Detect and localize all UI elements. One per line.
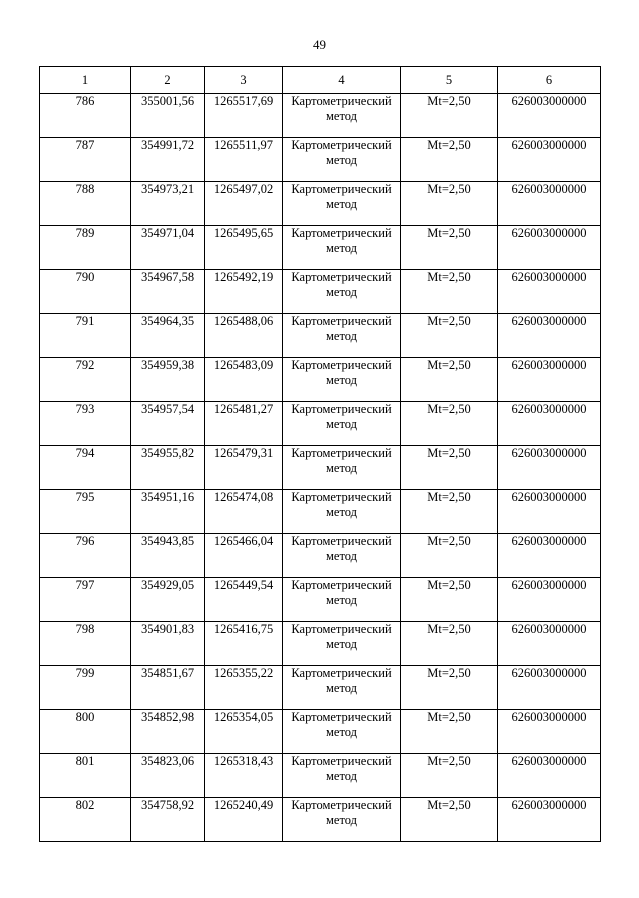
y-coordinate-cell: 1265354,05 — [205, 710, 283, 754]
point-number-cell: 788 — [40, 182, 131, 226]
method-cell — [283, 358, 401, 402]
method-label-line2: метод — [325, 373, 357, 387]
method-label-line2: метод — [325, 241, 357, 255]
method-label-line1: Картометрический — [291, 534, 392, 548]
method-label-line2: метод — [325, 329, 357, 343]
y-coordinate-cell: 1265240,49 — [205, 798, 283, 842]
method-label-line1: Картометрический — [291, 666, 392, 680]
table-row — [40, 446, 601, 490]
point-number-cell: 791 — [40, 314, 131, 358]
x-coordinate-cell: 354851,67 — [131, 666, 205, 710]
x-coordinate-cell: 354991,72 — [131, 138, 205, 182]
accuracy-cell: Mt=2,50 — [401, 358, 498, 402]
point-number-cell: 787 — [40, 138, 131, 182]
point-number-cell: 790 — [40, 270, 131, 314]
method-cell — [283, 314, 401, 358]
method-cell — [283, 666, 401, 710]
coordinates-table — [39, 66, 601, 842]
column-header: 4 — [283, 67, 401, 94]
method-label-line2: метод — [325, 285, 357, 299]
accuracy-cell: Mt=2,50 — [401, 270, 498, 314]
accuracy-cell: Mt=2,50 — [401, 226, 498, 270]
accuracy-cell: Mt=2,50 — [401, 710, 498, 754]
method-cell — [283, 446, 401, 490]
code-cell: 626003000000 — [498, 182, 601, 226]
y-coordinate-cell: 1265479,31 — [205, 446, 283, 490]
method-label-line2: метод — [325, 769, 357, 783]
method-label-line2: метод — [325, 505, 357, 519]
accuracy-cell: Mt=2,50 — [401, 446, 498, 490]
point-number-cell: 794 — [40, 446, 131, 490]
code-cell: 626003000000 — [498, 622, 601, 666]
code-cell: 626003000000 — [498, 578, 601, 622]
code-cell: 626003000000 — [498, 534, 601, 578]
accuracy-cell: Mt=2,50 — [401, 314, 498, 358]
code-cell: 626003000000 — [498, 358, 601, 402]
method-label-line2: метод — [325, 681, 357, 695]
table-row — [40, 534, 601, 578]
code-cell: 626003000000 — [498, 138, 601, 182]
code-cell: 626003000000 — [498, 754, 601, 798]
point-number-cell: 795 — [40, 490, 131, 534]
table-row — [40, 666, 601, 710]
method-label-line2: метод — [325, 153, 357, 167]
accuracy-cell: Mt=2,50 — [401, 94, 498, 138]
y-coordinate-cell: 1265492,19 — [205, 270, 283, 314]
column-header: 5 — [401, 67, 498, 94]
code-cell: 626003000000 — [498, 314, 601, 358]
table-row — [40, 226, 601, 270]
x-coordinate-cell: 354852,98 — [131, 710, 205, 754]
x-coordinate-cell: 354955,82 — [131, 446, 205, 490]
table-row — [40, 94, 601, 138]
accuracy-cell: Mt=2,50 — [401, 754, 498, 798]
method-cell — [283, 270, 401, 314]
accuracy-cell: Mt=2,50 — [401, 402, 498, 446]
point-number-cell: 801 — [40, 754, 131, 798]
method-label-line1: Картометрический — [291, 578, 392, 592]
column-header: 3 — [205, 67, 283, 94]
method-label-line2: метод — [325, 109, 357, 123]
method-label-line1: Картометрический — [291, 138, 392, 152]
x-coordinate-cell: 354943,85 — [131, 534, 205, 578]
y-coordinate-cell: 1265481,27 — [205, 402, 283, 446]
x-coordinate-cell: 354823,06 — [131, 754, 205, 798]
y-coordinate-cell: 1265318,43 — [205, 754, 283, 798]
column-header: 1 — [40, 67, 131, 94]
method-cell — [283, 226, 401, 270]
x-coordinate-cell: 354929,05 — [131, 578, 205, 622]
x-coordinate-cell: 354951,16 — [131, 490, 205, 534]
y-coordinate-cell: 1265466,04 — [205, 534, 283, 578]
method-cell — [283, 94, 401, 138]
table-row — [40, 270, 601, 314]
x-coordinate-cell: 354973,21 — [131, 182, 205, 226]
point-number-cell: 800 — [40, 710, 131, 754]
method-label-line1: Картометрический — [291, 94, 392, 108]
method-cell — [283, 490, 401, 534]
method-cell — [283, 622, 401, 666]
method-label-line1: Картометрический — [291, 270, 392, 284]
code-cell: 626003000000 — [498, 446, 601, 490]
y-coordinate-cell: 1265355,22 — [205, 666, 283, 710]
accuracy-cell: Mt=2,50 — [401, 666, 498, 710]
method-cell — [283, 754, 401, 798]
column-header: 6 — [498, 67, 601, 94]
table-row — [40, 402, 601, 446]
column-header: 2 — [131, 67, 205, 94]
method-cell — [283, 798, 401, 842]
table-row — [40, 622, 601, 666]
point-number-cell: 792 — [40, 358, 131, 402]
method-label-line1: Картометрический — [291, 402, 392, 416]
x-coordinate-cell: 354959,38 — [131, 358, 205, 402]
table-row — [40, 754, 601, 798]
point-number-cell: 799 — [40, 666, 131, 710]
accuracy-cell: Mt=2,50 — [401, 490, 498, 534]
point-number-cell: 789 — [40, 226, 131, 270]
method-cell — [283, 402, 401, 446]
y-coordinate-cell: 1265449,54 — [205, 578, 283, 622]
method-label-line2: метод — [325, 637, 357, 651]
method-label-line1: Картометрический — [291, 754, 392, 768]
method-cell — [283, 534, 401, 578]
code-cell: 626003000000 — [498, 402, 601, 446]
y-coordinate-cell: 1265517,69 — [205, 94, 283, 138]
y-coordinate-cell: 1265474,08 — [205, 490, 283, 534]
y-coordinate-cell: 1265511,97 — [205, 138, 283, 182]
method-label-line1: Картометрический — [291, 226, 392, 240]
table-row — [40, 490, 601, 534]
table-row — [40, 358, 601, 402]
x-coordinate-cell: 354967,58 — [131, 270, 205, 314]
table-body — [40, 94, 601, 842]
point-number-cell: 796 — [40, 534, 131, 578]
point-number-cell: 786 — [40, 94, 131, 138]
method-cell — [283, 710, 401, 754]
y-coordinate-cell: 1265495,65 — [205, 226, 283, 270]
code-cell: 626003000000 — [498, 710, 601, 754]
code-cell: 626003000000 — [498, 226, 601, 270]
method-label-line2: метод — [325, 813, 357, 827]
method-label-line2: метод — [325, 549, 357, 563]
y-coordinate-cell: 1265488,06 — [205, 314, 283, 358]
x-coordinate-cell: 354758,92 — [131, 798, 205, 842]
method-cell — [283, 578, 401, 622]
table-row — [40, 182, 601, 226]
method-label-line2: метод — [325, 197, 357, 211]
accuracy-cell: Mt=2,50 — [401, 578, 498, 622]
x-coordinate-cell: 354901,83 — [131, 622, 205, 666]
method-label-line2: метод — [325, 593, 357, 607]
method-label-line1: Картометрический — [291, 446, 392, 460]
method-label-line2: метод — [325, 725, 357, 739]
method-label-line1: Картометрический — [291, 358, 392, 372]
method-label-line1: Картометрический — [291, 314, 392, 328]
method-label-line2: метод — [325, 461, 357, 475]
point-number-cell: 793 — [40, 402, 131, 446]
method-cell — [283, 182, 401, 226]
point-number-cell: 798 — [40, 622, 131, 666]
code-cell: 626003000000 — [498, 490, 601, 534]
x-coordinate-cell: 354964,35 — [131, 314, 205, 358]
method-cell — [283, 138, 401, 182]
table-row — [40, 314, 601, 358]
method-label-line1: Картометрический — [291, 798, 392, 812]
x-coordinate-cell: 354957,54 — [131, 402, 205, 446]
point-number-cell: 797 — [40, 578, 131, 622]
code-cell: 626003000000 — [498, 94, 601, 138]
code-cell: 626003000000 — [498, 270, 601, 314]
method-label-line1: Картометрический — [291, 710, 392, 724]
table-row — [40, 138, 601, 182]
table-row — [40, 798, 601, 842]
method-label-line1: Картометрический — [291, 622, 392, 636]
accuracy-cell: Mt=2,50 — [401, 622, 498, 666]
method-label-line1: Картометрический — [291, 490, 392, 504]
point-number-cell: 802 — [40, 798, 131, 842]
code-cell: 626003000000 — [498, 798, 601, 842]
table-header-row — [40, 67, 601, 94]
y-coordinate-cell: 1265416,75 — [205, 622, 283, 666]
accuracy-cell: Mt=2,50 — [401, 534, 498, 578]
table-row — [40, 578, 601, 622]
table-row — [40, 710, 601, 754]
x-coordinate-cell: 355001,56 — [131, 94, 205, 138]
accuracy-cell: Mt=2,50 — [401, 182, 498, 226]
accuracy-cell: Mt=2,50 — [401, 138, 498, 182]
y-coordinate-cell: 1265483,09 — [205, 358, 283, 402]
page-number: 49 — [313, 37, 326, 52]
code-cell: 626003000000 — [498, 666, 601, 710]
accuracy-cell: Mt=2,50 — [401, 798, 498, 842]
method-label-line2: метод — [325, 417, 357, 431]
y-coordinate-cell: 1265497,02 — [205, 182, 283, 226]
x-coordinate-cell: 354971,04 — [131, 226, 205, 270]
method-label-line1: Картометрический — [291, 182, 392, 196]
